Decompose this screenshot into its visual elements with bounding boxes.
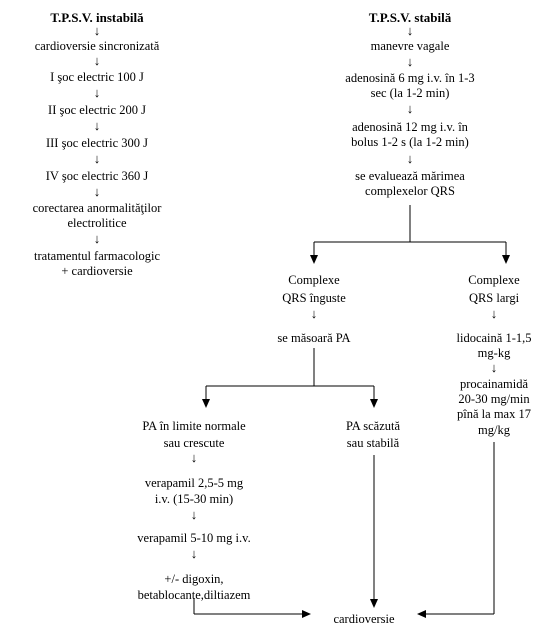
right-step: se evaluează mărimea	[355, 169, 465, 183]
wide-qrs-label: QRS largi	[468, 291, 520, 305]
down-arrow-icon: ↓	[93, 53, 101, 68]
left-step: cardioversie sincronizată	[34, 39, 160, 53]
verapamil-step: verapamil 2,5-5 mg	[144, 476, 244, 490]
right-step: sec (la 1-2 min)	[370, 86, 450, 100]
wide-qrs-label: Complexe	[468, 273, 520, 287]
procainamide-step: mg/kg	[478, 423, 510, 437]
lidocaine-step: lidocaină 1-1,5	[456, 331, 532, 345]
left-step: + cardioversie	[61, 264, 133, 278]
stable-title: T.P.S.V. stabilă	[368, 10, 452, 25]
arrowhead	[370, 599, 378, 608]
left-step: IV şoc electric 360 J	[45, 169, 149, 183]
right-step: complexelor QRS	[365, 184, 455, 198]
down-arrow-icon: ↓	[93, 85, 101, 100]
down-arrow-icon: ↓	[310, 306, 318, 321]
verapamil-step: i.v. (15-30 min)	[154, 492, 234, 506]
procainamide-step: procainamidă	[459, 377, 529, 391]
measure-pa: se măsoară PA	[277, 331, 351, 345]
left-step: III şoc electric 300 J	[45, 136, 149, 150]
arrowhead	[417, 610, 426, 618]
down-arrow-icon: ↓	[406, 101, 414, 116]
down-arrow-icon: ↓	[190, 507, 198, 522]
down-arrow-icon: ↓	[406, 54, 414, 69]
right-step: adenosină 12 mg i.v. în	[352, 120, 468, 134]
verapamil-step: verapamil 5-10 mg i.v.	[137, 531, 251, 545]
digoxin-step: +/- digoxin,	[164, 572, 224, 586]
down-arrow-icon: ↓	[93, 23, 101, 38]
digoxin-step: betablocante,diltiazem	[137, 588, 251, 602]
down-arrow-icon: ↓	[93, 231, 101, 246]
right-step: manevre vagale	[370, 39, 450, 53]
right-step: adenosină 6 mg i.v. în 1-3	[345, 71, 475, 85]
arrowhead	[302, 610, 311, 618]
pa-normal-label: PA în limite normale	[142, 419, 246, 433]
down-arrow-icon: ↓	[490, 306, 498, 321]
arrowhead	[202, 399, 210, 408]
down-arrow-icon: ↓	[93, 184, 101, 199]
lidocaine-step: mg-kg	[477, 346, 511, 360]
arrowhead	[502, 255, 510, 264]
down-arrow-icon: ↓	[93, 118, 101, 133]
down-arrow-icon: ↓	[490, 360, 498, 375]
narrow-qrs-label: QRS înguste	[282, 291, 346, 305]
right-step: bolus 1-2 s (la 1-2 min)	[351, 135, 469, 149]
left-step: electrolitice	[67, 216, 127, 230]
left-step: corectarea anormalităţilor	[32, 201, 162, 215]
procainamide-step: pînă la max 17	[457, 407, 531, 421]
arrowhead	[310, 255, 318, 264]
final-cardioversion: cardioversie	[333, 612, 395, 626]
left-step: I şoc electric 100 J	[50, 70, 144, 84]
down-arrow-icon: ↓	[190, 546, 198, 561]
pa-low-label: PA scăzută	[345, 419, 401, 433]
down-arrow-icon: ↓	[406, 23, 414, 38]
narrow-qrs-label: Complexe	[288, 273, 340, 287]
pa-low-label: sau stabilă	[346, 436, 400, 450]
pa-normal-label: sau crescute	[163, 436, 225, 450]
unstable-title: T.P.S.V. instabilă	[50, 10, 144, 25]
left-step: II şoc electric 200 J	[48, 103, 146, 117]
down-arrow-icon: ↓	[93, 151, 101, 166]
procainamide-step: 20-30 mg/min	[458, 392, 530, 406]
down-arrow-icon: ↓	[406, 151, 414, 166]
arrowhead	[370, 399, 378, 408]
left-step: tratamentul farmacologic	[34, 249, 160, 263]
down-arrow-icon: ↓	[190, 450, 198, 465]
